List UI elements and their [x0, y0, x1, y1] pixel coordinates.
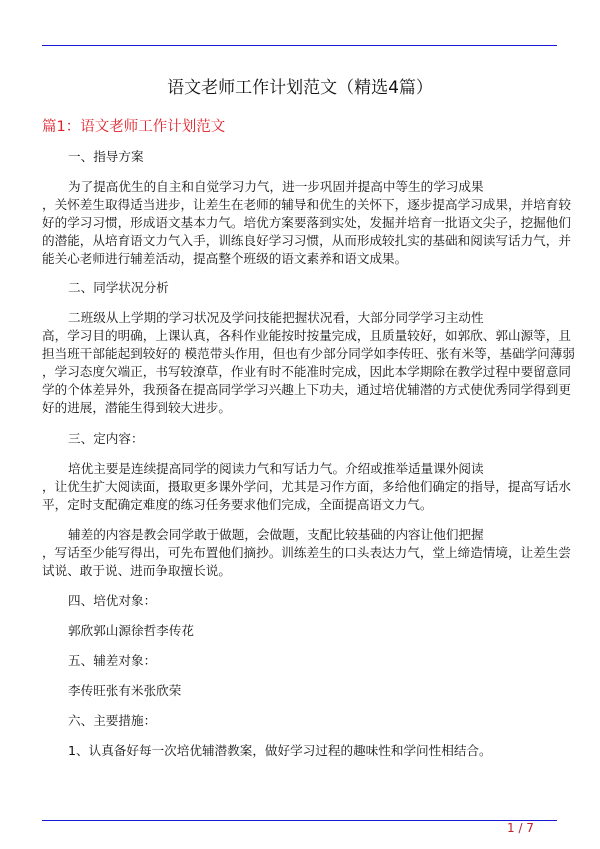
page-number: 1 / 7 [507, 821, 534, 835]
paragraph-line: 好的学习习惯，形成语文基本力气。培优方案要落到实处，发掘并培育一批语文尖子，挖掘他们 [42, 215, 571, 230]
section-heading [42, 279, 562, 297]
section-heading [42, 148, 562, 166]
paragraph-line: 担当班干部能起到较好的 模范带头作用，但也有少部分同学如李传旺、张有米等，基础学问薄弱 [42, 346, 575, 361]
paragraph-line: ，写话至少能写得出，可先布置他们摘抄。训练差生的口头表达力气，堂上缔造情境，让差生尝 [42, 545, 571, 560]
document-title: 语文老师工作计划范文（精选4篇） [167, 78, 433, 98]
paragraph-line: ，学习态度欠端正，书写较潦草，作业有时不能准时完成，因此本学期除在教学过程中要留意同 [42, 364, 571, 379]
paragraph [42, 622, 562, 640]
section-heading [42, 652, 562, 670]
section-title: 篇1：语文老师工作计划范文 [42, 119, 226, 135]
paragraph-line: 李传旺张有米张欣荣 [68, 683, 182, 698]
footer-rule [42, 820, 557, 821]
paragraph-line: 培优主要是连续提高同学的阅读力气和写话力气。介绍或推举适量课外阅读 [68, 461, 484, 476]
paragraph-line: 高，学习目的明确，上课认真，各科作业能按时按量完成，且质量较好，如郭欣、郭山源等，且 [42, 328, 571, 343]
section-heading [42, 592, 562, 610]
paragraph-line: 的潜能，从培育语文力气入手，训练良好学习习惯，从而形成较扎实的基础和阅读写话力气，并 [42, 233, 571, 248]
paragraph [42, 682, 562, 700]
paragraph-line: 辅差的内容是教会同学敢于做题，会做题，支配比较基础的内容让他们把握 [68, 527, 484, 542]
paragraph [42, 178, 571, 268]
paragraph [42, 460, 571, 514]
heading-text: 一、指导方案 [68, 149, 144, 164]
paragraph-line: 平，定时支配确定难度的练习任务要求他们完成，全面提高语文力气。 [42, 497, 433, 512]
paragraph [42, 309, 575, 417]
heading-text: 六、主要措施： [68, 713, 157, 728]
paragraph-line: 好的进展，潜能生得到较大进步。 [42, 400, 231, 415]
paragraph-line: 二班级从上学期的学习状况及学问技能把握状况看，大部分同学学习主动性 [68, 310, 484, 325]
paragraph-line: 为了提高优生的自主和自觉学习力气，进一步巩固并提高中等生的学习成果 [68, 179, 484, 194]
paragraph-line: 学的个体差异外，我预备在提高同学学习兴趣上下功夫，通过培优辅潜的方式使优秀同学得到更 [42, 382, 571, 397]
heading-text: 三、定内容： [68, 431, 144, 446]
paragraph-line: 郭欣郭山源徐哲李传花 [68, 623, 194, 638]
paragraph [42, 742, 562, 760]
heading-text: 二、同学状况分析 [68, 280, 169, 295]
section-heading [42, 712, 562, 730]
heading-text: 四、培优对象： [68, 593, 157, 608]
paragraph-line: ，让优生扩大阅读面，摄取更多课外学问，尤其是习作方面，多给他们确定的指导，提高写话水 [42, 479, 571, 494]
section-heading [42, 430, 562, 448]
paragraph-line: 能关心老师进行辅差活动，提高整个班级的语文素养和语文成果。 [42, 251, 408, 266]
paragraph [42, 526, 571, 580]
header-rule [42, 45, 557, 46]
paragraph-line: 试说、敢于说、进而争取擅长说。 [42, 563, 231, 578]
paragraph-line: ，关怀差生取得适当进步，让差生在老师的辅导和优生的关怀下，逐步提高学习成果，并培育较 [42, 197, 571, 212]
heading-text: 五、辅差对象： [68, 653, 157, 668]
paragraph-line: 1、认真备好每一次培优辅潜教案，做好学习过程的趣味性和学问性相结合。 [68, 743, 492, 758]
